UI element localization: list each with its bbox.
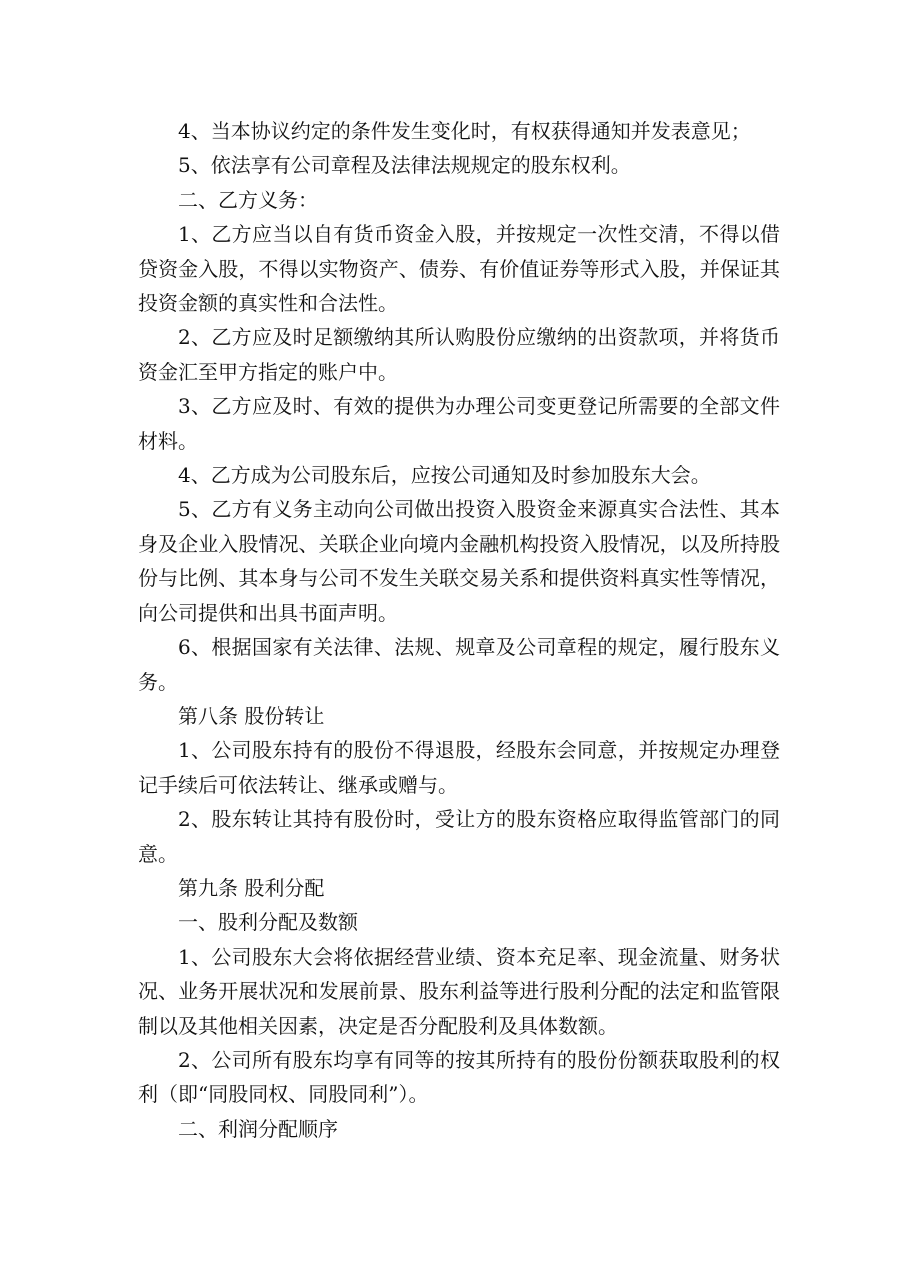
paragraph-transfer-1: 1、公司股东持有的股份不得退股，经股东会同意，并按规定办理登记手续后可依法转让、继承或赠与。 (138, 738, 780, 797)
paragraph-obligation-2-payment: 2、乙方应及时足额缴纳其所认购股份应缴纳的出资款项，并将货币资金汇至甲方指定的账户中。 (138, 325, 780, 384)
heading-article-9-dividends: 第九条 股利分配 (178, 875, 325, 900)
paragraph-right-4-notification: 4、当本协议约定的条件发生变化时，有权获得通知并发表意见； (178, 119, 751, 143)
paragraph-obligation-6-duties: 6、根据国家有关法律、法规、规章及公司章程的规定，履行股东义务。 (138, 635, 780, 694)
paragraph-transfer-2: 2、股东转让其持有股份时，受让方的股东资格应取得监管部门的同意。 (138, 807, 780, 866)
paragraph-obligation-5-declaration: 5、乙方有义务主动向公司做出投资入股资金来源真实合法性、其本身及企业入股情况、关联企业向境内金融机构投资入股情况，以及所持股份与比例、其本身与公司不发生关联交易关系和提供资料真实性等情况，向公司提供和出具书面声明。 (138, 497, 780, 625)
paragraph-obligation-3-documents: 3、乙方应及时、有效的提供为办理公司变更登记所需要的全部文件材料。 (138, 394, 780, 453)
heading-article-8-share-transfer: 第八条 股份转让 (178, 703, 325, 728)
paragraph-dividend-2: 2、公司所有股东均享有同等的按其所持有的股份份额获取股利的权利（即“同股同权、同股同利”）。 (138, 1047, 780, 1107)
paragraph-dividend-1: 1、公司股东大会将依据经营业绩、资本充足率、现金流量、财务状况、业务开展状况和发展前景、股东利益等进行股利分配的法定和监管限制以及其他相关因素，决定是否分配股利及具体数额。 (138, 944, 780, 1038)
paragraph-obligation-1-own-funds: 1、乙方应当以自有货币资金入股，并按规定一次性交清，不得以借贷资金入股，不得以实物资产、债券、有价值证券等形式入股，并保证其投资金额的真实性和合法性。 (138, 222, 780, 316)
paragraph-right-5-shareholder-rights: 5、依法享有公司章程及法律法规规定的股东权利。 (178, 153, 631, 178)
paragraph-obligation-4-meetings: 4、乙方成为公司股东后，应按公司通知及时参加股东大会。 (178, 463, 711, 488)
heading-party-b-obligations: 二、乙方义务： (178, 187, 318, 212)
heading-profit-distribution-order: 二、利润分配顺序 (178, 1116, 338, 1141)
document-body (138, 114, 780, 1146)
heading-dividend-amount: 一、股利分配及数额 (178, 910, 358, 935)
